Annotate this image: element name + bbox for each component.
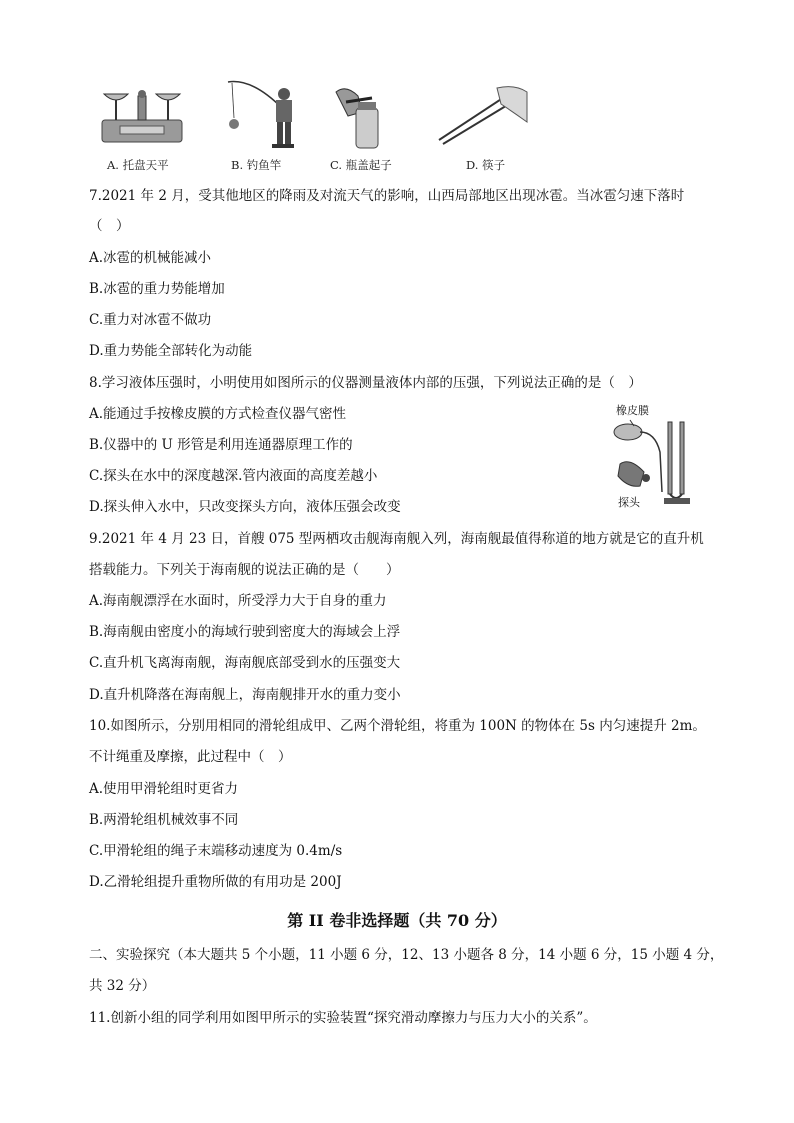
q9-stem-line1: 9.2021 年 4 月 23 日，首艘 075 型两栖攻击舰海南舰入列，海南舰最值得称道的地方就是它的直升机 — [89, 531, 704, 547]
pressure-gauge-figure — [600, 402, 700, 512]
caption-b: B. 钓鱼竿 — [231, 158, 282, 172]
q9-option-c: C.直升机飞离海南舰，海南舰底部受到水的压强变大 — [89, 655, 401, 671]
u-tube-manometer-icon — [600, 402, 700, 512]
q10-stem-line1: 10.如图所示，分别用相同的滑轮组成甲、乙两个滑轮组，将重为 100N 的物体在 5s 内匀速提升 2m。 — [89, 718, 706, 734]
q7-stem-line1: 7.2021 年 2 月，受其他地区的降雨及对流天气的影响，山西局部地区出现冰雹。当冰雹匀速下落时 — [89, 188, 685, 204]
q7-option-d: D.重力势能全部转化为动能 — [89, 343, 253, 359]
fishing-rod-figure — [222, 78, 302, 150]
q7-option-a: A.冰雹的机械能减小 — [89, 250, 212, 266]
q8-option-d: D.探头伸入水中，只改变探头方向，液体压强会改变 — [89, 499, 401, 515]
figure-label-rubber-membrane: 橡皮膜 — [616, 404, 649, 417]
caption-a: A. 托盘天平 — [107, 158, 169, 172]
q11-stem: 11.创新小组的同学利用如图甲所示的实验装置“探究滑动摩擦力与压力大小的关系”。 — [89, 1010, 597, 1026]
q10-option-b: B.两滑轮组机械效事不同 — [89, 812, 239, 828]
chopsticks-icon — [435, 82, 530, 148]
caption-d: D. 筷子 — [466, 158, 506, 172]
q9-option-a: A.海南舰漂浮在水面时，所受浮力大于自身的重力 — [89, 593, 387, 609]
q10-stem-line2: 不计绳重及摩擦，此过程中（ ） — [89, 749, 292, 765]
bottle-opener-figure — [332, 82, 392, 150]
q10-option-a: A.使用甲滑轮组时更省力 — [89, 781, 239, 797]
chopsticks-figure — [435, 82, 530, 148]
q9-option-b: B.海南舰由密度小的海域行驶到密度大的海域会上浮 — [89, 624, 401, 640]
q8-option-b: B.仪器中的 U 形管是利用连通器原理工作的 — [89, 437, 353, 453]
q7-option-c: C.重力对冰雹不做功 — [89, 312, 212, 328]
q8-stem: 8.学习液体压强时，小明使用如图所示的仪器测量液体内部的压强，下列说法正确的是（ ） — [89, 375, 642, 391]
section-heading-line1: 二、实验探究（本大题共 5 个小题，11 小题 6 分，12、13 小题各 8 分，14 小题 6 分，15 小题 4 分， — [89, 947, 724, 963]
bottle-opener-icon — [332, 82, 392, 150]
fishing-rod-icon — [222, 78, 302, 150]
q7-option-b: B.冰雹的重力势能增加 — [89, 281, 225, 297]
q10-option-c: C.甲滑轮组的绳子末端移动速度为 0.4m/s — [89, 843, 343, 859]
caption-c: C. 瓶盖起子 — [330, 158, 392, 172]
q9-option-d: D.直升机降落在海南舰上，海南舰排开水的重力变小 — [89, 687, 401, 703]
q7-stem-line2: （ ） — [89, 218, 130, 234]
q8-option-c: C.探头在水中的深度越深.管内液面的高度差越小 — [89, 468, 378, 484]
balance-scale-figure — [100, 82, 185, 150]
figure-label-probe: 探头 — [618, 496, 640, 509]
balance-scale-icon — [100, 82, 185, 150]
q9-stem-line2: 搭载能力。下列关于海南舰的说法正确的是（ ） — [89, 562, 400, 578]
q10-option-d: D.乙滑轮组提升重物所做的有用功是 200J — [89, 874, 342, 890]
section-heading-line2: 共 32 分） — [89, 978, 156, 994]
section-title: 第 II 卷非选择题（共 70 分） — [287, 911, 507, 930]
q8-option-a: A.能通过手按橡皮膜的方式检查仪器气密性 — [89, 406, 347, 422]
